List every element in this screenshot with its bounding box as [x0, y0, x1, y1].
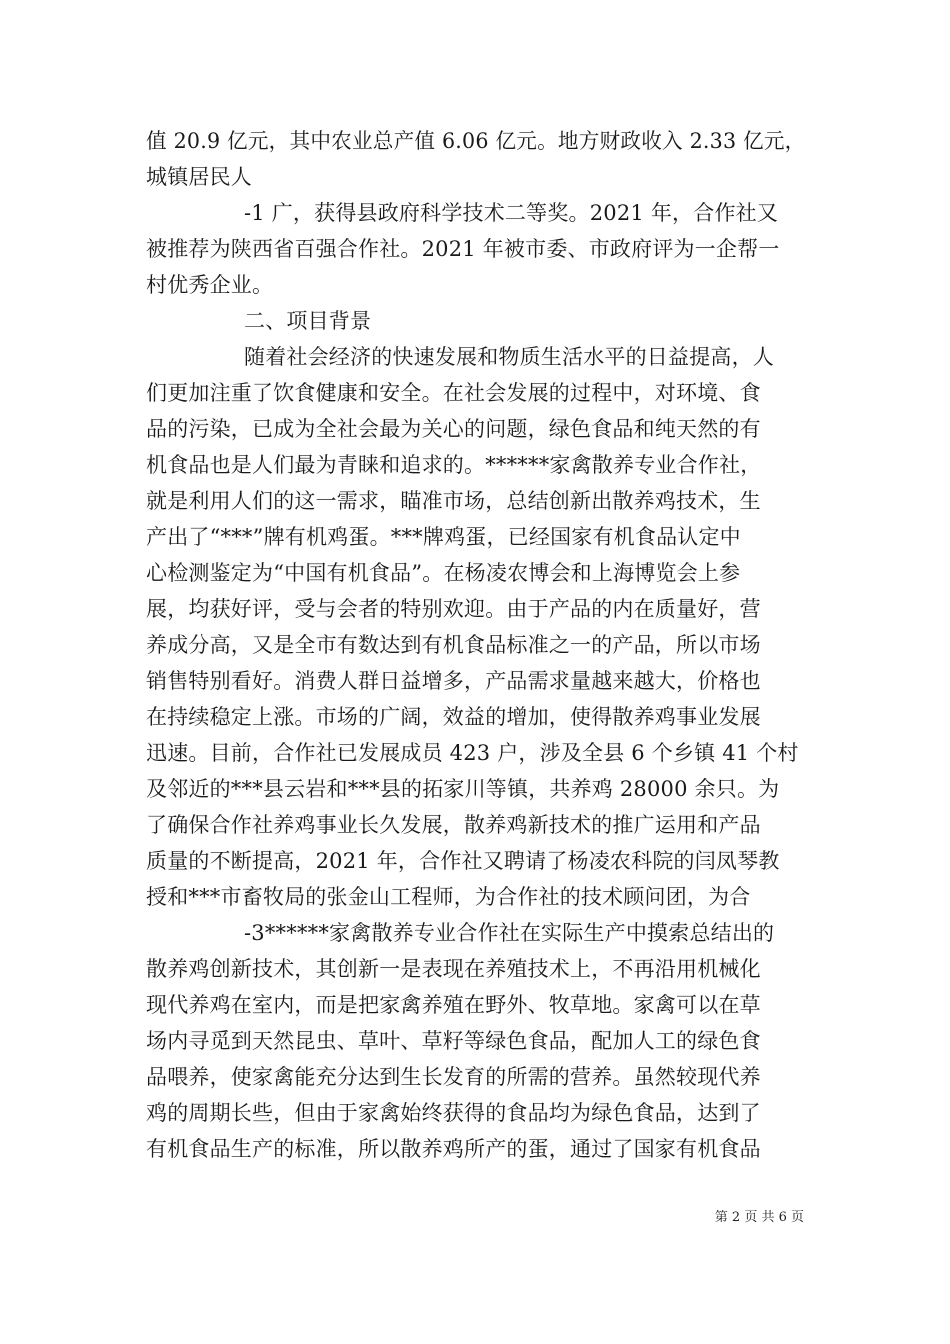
text-line: 品喂养，使家禽能充分达到生长发育的所需的营养。虽然较现代养 [146, 1065, 761, 1089]
text-line: 城镇居民人 [146, 165, 252, 189]
text-line: 值 20.9 亿元，其中农业总产值 6.06 亿元。地方财政收入 2.33 亿元， [146, 129, 806, 153]
text-line: 们更加注重了饮食健康和安全。在社会发展的过程中，对环境、食 [146, 381, 761, 405]
text-line: 了确保合作社养鸡事业长久发展，散养鸡新技术的推广运用和产品 [146, 813, 761, 837]
text-line: -3******家禽散养专业合作社在实际生产中摸索总结出的 [244, 921, 775, 945]
section-heading: 二、项目背景 [244, 309, 372, 333]
text-line: 随着社会经济的快速发展和物质生活水平的日益提高，人 [244, 345, 774, 369]
text-line: 被推荐为陕西省百强合作社。2021 年被市委、市政府评为一企帮一 [146, 237, 780, 261]
text-line: 产出了“***”牌有机鸡蛋。***牌鸡蛋，已经国家有机食品认定中 [146, 525, 741, 549]
text-line: 质量的不断提高，2021 年，合作社又聘请了杨凌农科院的闫凤琴教 [146, 849, 780, 873]
text-line: 散养鸡创新技术，其创新一是表现在养殖技术上，不再沿用机械化 [146, 957, 761, 981]
text-line: 养成分高，又是全市有数达到有机食品标准之一的产品，所以市场 [146, 633, 761, 657]
text-line: 迅速。目前，合作社已发展成员 423 户，涉及全县 6 个乡镇 41 个村 [146, 741, 799, 765]
page-number: 第 2 页 共 6 页 [714, 1210, 804, 1225]
text-line: 在持续稳定上涨。市场的广阔，效益的增加，使得散养鸡事业发展 [146, 705, 761, 729]
text-line: 授和***市畜牧局的张金山工程师，为合作社的技术顾问团，为合 [146, 885, 751, 909]
text-line: 场内寻觅到天然昆虫、草叶、草籽等绿色食品，配加人工的绿色食 [146, 1029, 761, 1053]
text-line: 及邻近的***县云岩和***县的拓家川等镇，共养鸡 28000 余只。为 [146, 777, 780, 801]
text-line: 有机食品生产的标准，所以散养鸡所产的蛋，通过了国家有机食品 [146, 1137, 761, 1161]
text-line: -1 广，获得县政府科学技术二等奖。2021 年，合作社又 [244, 201, 779, 225]
text-line: 销售特别看好。消费人群日益增多，产品需求量越来越大，价格也 [146, 669, 761, 693]
text-line: 现代养鸡在室内，而是把家禽养殖在野外、牧草地。家禽可以在草 [146, 993, 761, 1017]
text-line: 机食品也是人们最为青睐和追求的。******家禽散养专业合作社， [146, 453, 762, 477]
text-line: 就是利用人们的这一需求，瞄准市场，总结创新出散养鸡技术，生 [146, 489, 761, 513]
text-line: 展，均获好评，受与会者的特别欢迎。由于产品的内在质量好，营 [146, 597, 761, 621]
text-line: 心检测鉴定为“中国有机食品”。在杨凌农博会和上海博览会上参 [146, 561, 741, 585]
text-line: 品的污染，已成为全社会最为关心的问题，绿色食品和纯天然的有 [146, 417, 761, 441]
text-line: 鸡的周期长些，但由于家禽始终获得的食品均为绿色食品，达到了 [146, 1101, 761, 1125]
text-line: 村优秀企业。 [146, 273, 274, 297]
